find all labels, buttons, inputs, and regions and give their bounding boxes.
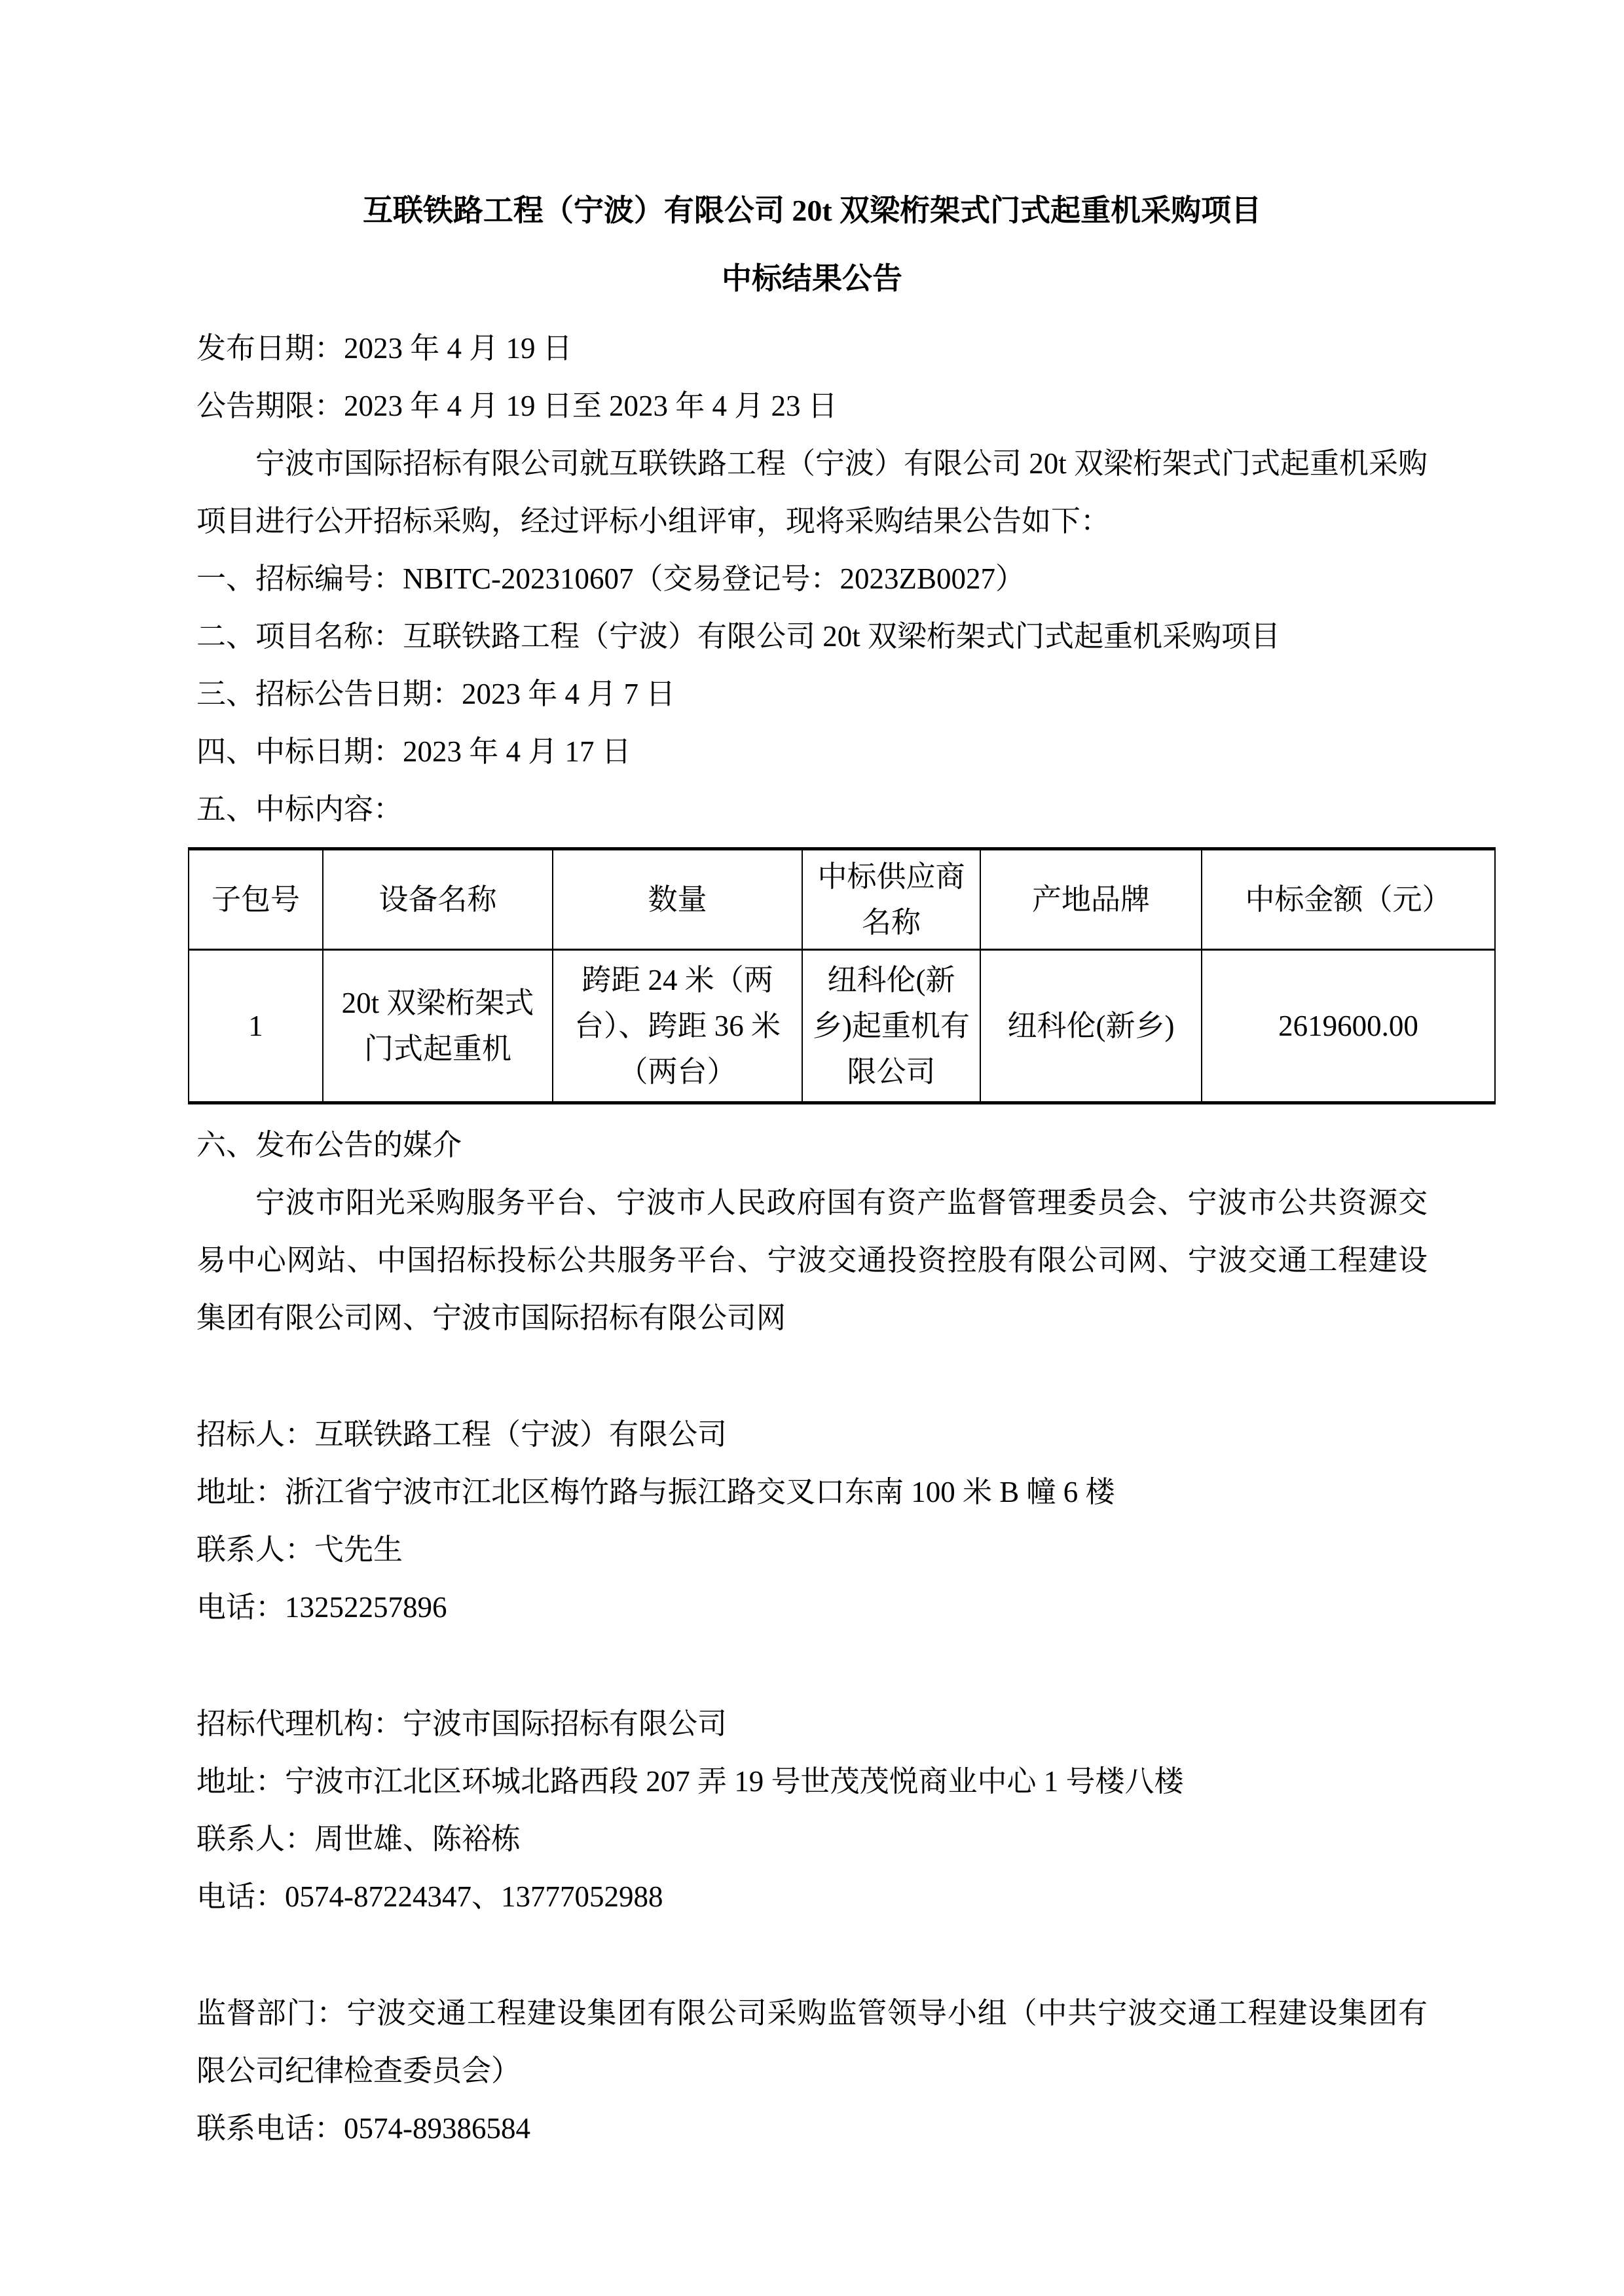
header-award-amount: 中标金额（元） <box>1202 849 1495 950</box>
item-award-date: 四、中标日期：2023 年 4 月 17 日 <box>196 735 631 768</box>
tenderee-block <box>196 1406 1428 1636</box>
agency-name-line: 招标代理机构：宁波市国际招标有限公司 <box>196 1707 728 1740</box>
supervision-block <box>196 1984 1428 2157</box>
item-award-content: 五、中标内容： <box>196 793 403 826</box>
intro-paragraph: 宁波市国际招标有限公司就互联铁路工程（宁波）有限公司 20t 双梁桁架式门式起重机采购项目进行公开招标采购，经过评标小组评审，现将采购结果公告如下： <box>196 447 1428 538</box>
item-announcement-date: 三、招标公告日期：2023 年 4 月 7 日 <box>196 678 676 710</box>
publish-date-line: 发布日期：2023 年 4 月 19 日 <box>196 332 572 365</box>
tenderee-address-line: 地址：浙江省宁波市江北区梅竹路与振江路交叉口东南 100 米 B 幢 6 楼 <box>196 1476 1115 1508</box>
supervision-department-line: 监督部门：宁波交通工程建设集团有限公司采购监管领导小组（中共宁波交通工程建设集团有限公司纪律检查委员会） <box>196 1997 1428 2087</box>
cell-award-amount: 2619600.00 <box>1202 950 1495 1103</box>
item-media-heading: 六、发布公告的媒介 <box>196 1129 462 1161</box>
table-header-row <box>189 849 1495 950</box>
header-quantity: 数量 <box>553 849 802 950</box>
cell-origin-brand: 纽科伦(新乡) <box>980 950 1202 1103</box>
header-subpackage-no: 子包号 <box>189 849 323 950</box>
document-title-block <box>196 177 1428 313</box>
doc-subtitle: 中标结果公告 <box>722 262 902 295</box>
header-equipment-name: 设备名称 <box>323 849 553 950</box>
table-data-row <box>189 950 1495 1103</box>
cell-quantity: 跨距 24 米（两台）、跨距 36 米（两台） <box>553 950 802 1103</box>
doc-title: 互联铁路工程（宁波）有限公司 20t 双梁桁架式门式起重机采购项目 <box>362 194 1262 227</box>
agency-contact-line: 联系人：周世雄、陈裕栋 <box>196 1823 521 1855</box>
tenderee-name-line: 招标人：互联铁路工程（宁波）有限公司 <box>196 1418 728 1451</box>
supervision-phone-line: 联系电话：0574-89386584 <box>196 2112 530 2145</box>
tenderee-contact-line: 联系人：弋先生 <box>196 1533 403 1566</box>
agency-phone-line: 电话：0574-87224347、13777052988 <box>196 1880 663 1913</box>
notice-period-line: 公告期限：2023 年 4 月 19 日至 2023 年 4 月 23 日 <box>196 390 838 422</box>
agency-block <box>196 1695 1428 1925</box>
agency-address-line: 地址：宁波市江北区环城北路西段 207 弄 19 号世茂茂悦商业中心 1 号楼八楼 <box>196 1765 1184 1798</box>
award-result-table <box>188 847 1496 1104</box>
cell-winning-supplier-name: 纽科伦(新乡)起重机有限公司 <box>802 950 980 1103</box>
header-winning-supplier-name: 中标供应商名称 <box>802 849 980 950</box>
media-paragraph: 宁波市阳光采购服务平台、宁波市人民政府国有资产监督管理委员会、宁波市公共资源交易中心网站、中国招标投标公共服务平台、宁波交通投资控股有限公司网、宁波交通工程建设集团有限公司网、宁波市国际招标有限公司网 <box>196 1186 1428 1334</box>
item-project-name: 二、项目名称：互联铁路工程（宁波）有限公司 20t 双梁桁架式门式起重机采购项目 <box>196 620 1281 653</box>
cell-equipment-name: 20t 双梁桁架式门式起重机 <box>323 950 553 1103</box>
header-origin-brand: 产地品牌 <box>980 849 1202 950</box>
item-tender-number: 一、招标编号：NBITC-202310607（交易登记号：2023ZB0027） <box>196 562 1025 595</box>
tenderee-phone-line: 电话：13252257896 <box>196 1591 447 1624</box>
cell-subpackage-no: 1 <box>189 950 323 1103</box>
